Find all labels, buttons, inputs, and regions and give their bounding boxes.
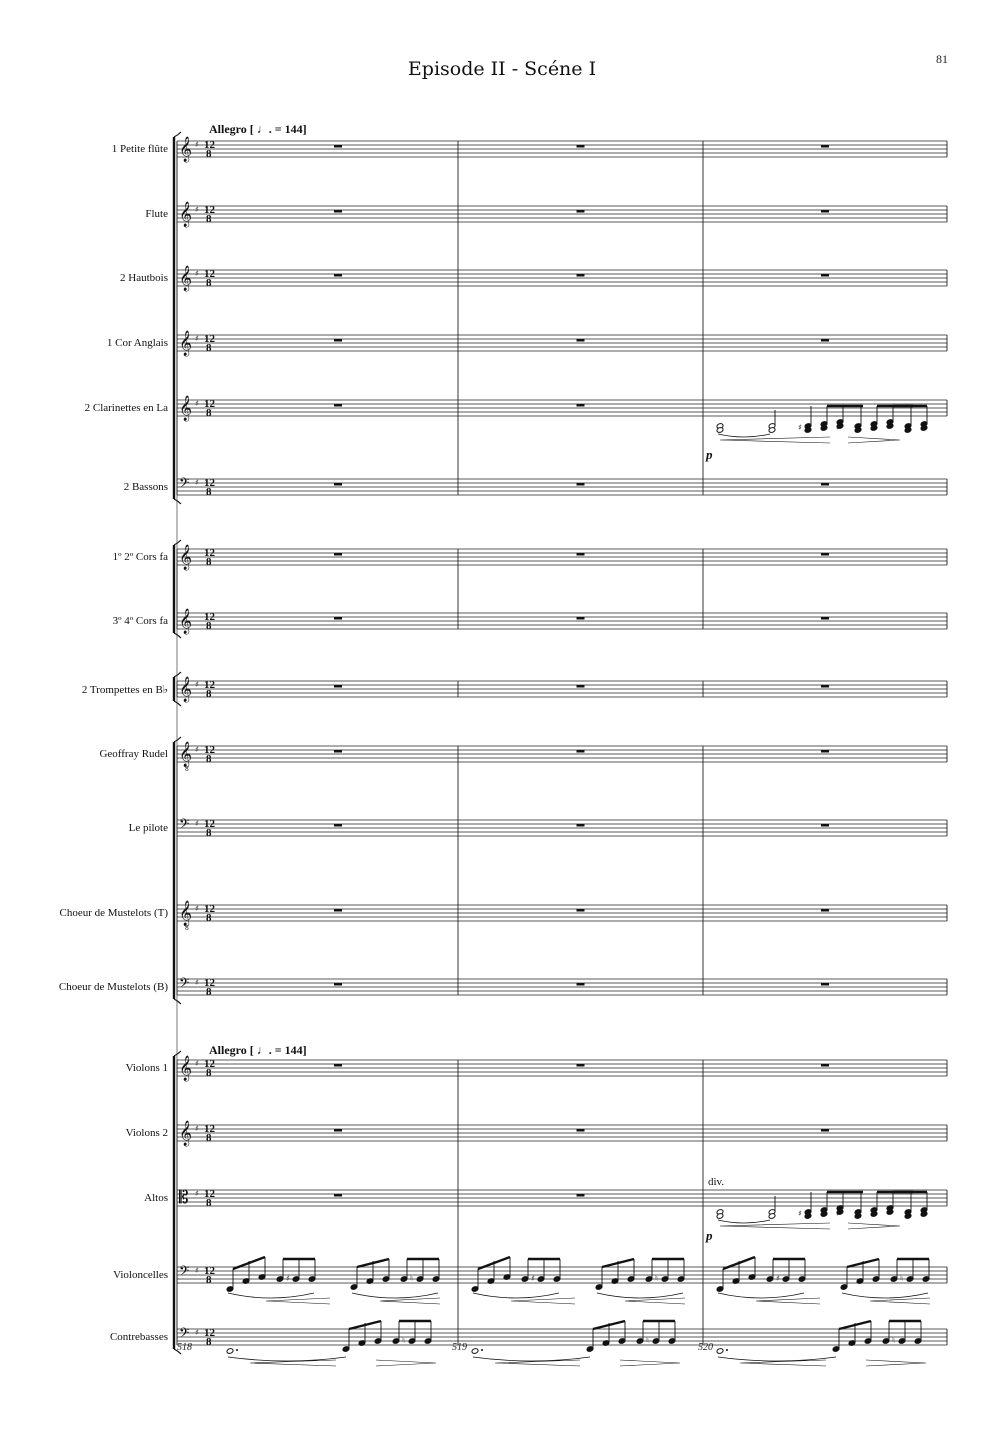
time-sig-top: 12 xyxy=(204,818,215,830)
bass-clef-icon: 𝄢 xyxy=(179,1263,190,1282)
whole-rest xyxy=(821,553,829,556)
sharp-icon: ♯ xyxy=(776,1274,780,1283)
time-sig-bottom: 8 xyxy=(206,1336,212,1348)
instrument-label: Contrebasses xyxy=(109,1331,168,1343)
time-sig-top: 12 xyxy=(204,1123,215,1135)
sharp-icon: ♯ xyxy=(195,1124,199,1133)
augmentation-dot xyxy=(236,1349,238,1351)
crescendo-hairpin xyxy=(266,1298,330,1304)
tempo-marking-woodwinds: Allegro [ ♩. = 144] xyxy=(209,122,307,136)
whole-rest xyxy=(334,553,342,556)
whole-rest xyxy=(821,824,829,827)
instrument-label: 3º 4º Cors fa xyxy=(112,615,168,627)
whole-rest xyxy=(334,145,342,148)
instrument-label: 1º 2º Cors fa xyxy=(112,551,168,563)
sharp-icon: ♯ xyxy=(195,1266,199,1275)
time-sig-bottom: 8 xyxy=(206,1132,212,1144)
diminuendo-hairpin xyxy=(866,1360,926,1366)
whole-rest xyxy=(577,274,585,277)
whole-rest xyxy=(577,1129,585,1132)
natural-icon: ♮ xyxy=(402,1336,405,1345)
whole-rest xyxy=(334,210,342,213)
time-sig-bottom: 8 xyxy=(206,277,212,289)
treble-clef-icon: 𝄞 xyxy=(179,137,193,162)
natural-icon: ♮ xyxy=(655,1274,658,1283)
whole-rest xyxy=(577,750,585,753)
whole-rest xyxy=(334,1129,342,1132)
whole-rest xyxy=(577,909,585,912)
notehead xyxy=(716,1348,724,1355)
divisi-marking: div. xyxy=(708,1176,725,1188)
sharp-icon: ♯ xyxy=(195,269,199,278)
time-sig-top: 12 xyxy=(204,204,215,216)
slur xyxy=(597,1293,683,1298)
dynamic-clarinet: p xyxy=(706,447,713,462)
whole-rest xyxy=(334,339,342,342)
sharp-icon: ♯ xyxy=(798,1209,802,1218)
bracket-hook xyxy=(174,1349,181,1354)
time-sig-top: 12 xyxy=(204,679,215,691)
treble-clef-icon: 𝄞 xyxy=(179,1056,193,1081)
whole-rest xyxy=(334,983,342,986)
treble-clef-icon: 𝄞 xyxy=(179,677,193,702)
octave-mark: 8 xyxy=(185,766,189,773)
time-sig-bottom: 8 xyxy=(206,213,212,225)
sharp-icon: ♯ xyxy=(531,1274,535,1283)
sharp-icon: ♯ xyxy=(195,1189,199,1198)
time-sig-top: 12 xyxy=(204,139,215,151)
tempo-marking-strings: Allegro [ ♩. = 144] xyxy=(209,1043,307,1057)
alto-clef-icon: 𝄡 xyxy=(179,1188,189,1208)
bass-clef-icon: 𝄢 xyxy=(179,475,190,494)
slur xyxy=(228,1293,314,1298)
treble-clef-icon: 𝄞 xyxy=(179,396,193,421)
measure-number-519: 519 xyxy=(452,1342,467,1353)
bass-clef-icon: 𝄢 xyxy=(179,816,190,835)
whole-rest xyxy=(577,685,585,688)
whole-rest xyxy=(334,1064,342,1067)
sharp-icon: ♯ xyxy=(195,978,199,987)
instrument-label: 2 Trompettes en B♭ xyxy=(81,684,168,696)
whole-rest xyxy=(577,1064,585,1067)
whole-rest xyxy=(577,210,585,213)
instrument-label: Flute xyxy=(145,208,168,220)
time-sig-top: 12 xyxy=(204,268,215,280)
whole-rest xyxy=(821,983,829,986)
bracket-hook xyxy=(174,999,181,1004)
whole-rest xyxy=(334,685,342,688)
notehead xyxy=(226,1348,234,1355)
sharp-icon: ♯ xyxy=(195,399,199,408)
sharp-icon: ♯ xyxy=(195,680,199,689)
whole-rest xyxy=(821,1064,829,1067)
whole-rest xyxy=(334,1194,342,1197)
time-sig-top: 12 xyxy=(204,477,215,489)
whole-rest xyxy=(821,750,829,753)
time-sig-top: 12 xyxy=(204,1188,215,1200)
whole-rest xyxy=(577,983,585,986)
time-sig-top: 12 xyxy=(204,547,215,559)
crescendo-hairpin xyxy=(756,1298,820,1304)
augmentation-dot xyxy=(481,1349,483,1351)
slur xyxy=(718,434,770,437)
measure-number-520: 520 xyxy=(698,1342,713,1353)
bracket-hook xyxy=(174,499,181,504)
instrument-label: Le pilote xyxy=(128,822,168,834)
whole-rest xyxy=(577,404,585,407)
whole-rest xyxy=(821,685,829,688)
time-sig-bottom: 8 xyxy=(206,1197,212,1209)
whole-rest xyxy=(821,483,829,486)
time-sig-top: 12 xyxy=(204,744,215,756)
time-sig-top: 12 xyxy=(204,1327,215,1339)
time-sig-top: 12 xyxy=(204,1058,215,1070)
time-sig-bottom: 8 xyxy=(206,688,212,700)
sharp-icon: ♯ xyxy=(195,819,199,828)
natural-icon: ♮ xyxy=(646,1336,649,1345)
treble-clef-icon: 𝄞 xyxy=(179,545,193,570)
instrument-label: Choeur de Mustelots (T) xyxy=(59,907,168,919)
instrument-label: Violons 1 xyxy=(125,1062,168,1074)
measure-number-518: 518 xyxy=(177,1342,192,1353)
bass-clef-icon: 𝄢 xyxy=(179,975,190,994)
diminuendo-hairpin xyxy=(848,437,900,443)
whole-rest xyxy=(821,617,829,620)
time-sig-bottom: 8 xyxy=(206,407,212,419)
time-sig-bottom: 8 xyxy=(206,342,212,354)
treble-clef-icon: 𝄞 xyxy=(179,609,193,634)
diminuendo-hairpin xyxy=(848,1223,900,1229)
whole-rest xyxy=(577,339,585,342)
augmentation-dot xyxy=(726,1349,728,1351)
natural-icon: ♮ xyxy=(892,1336,895,1345)
octave-mark: 8 xyxy=(185,925,189,932)
whole-rest xyxy=(577,145,585,148)
sharp-icon: ♯ xyxy=(195,205,199,214)
sharp-icon: ♯ xyxy=(798,423,802,432)
time-sig-top: 12 xyxy=(204,1265,215,1277)
sharp-icon: ♯ xyxy=(195,478,199,487)
time-sig-bottom: 8 xyxy=(206,556,212,568)
slur xyxy=(352,1293,438,1298)
whole-rest xyxy=(577,553,585,556)
instrument-label: Violoncelles xyxy=(113,1269,168,1281)
treble-clef-icon: 𝄞 xyxy=(179,202,193,227)
whole-rest xyxy=(334,617,342,620)
whole-rest xyxy=(821,339,829,342)
whole-rest xyxy=(821,1129,829,1132)
whole-rest xyxy=(334,824,342,827)
time-sig-bottom: 8 xyxy=(206,753,212,765)
time-sig-top: 12 xyxy=(204,398,215,410)
slur xyxy=(473,1293,559,1298)
bass-clef-icon: 𝄢 xyxy=(179,1325,190,1344)
crescendo-hairpin xyxy=(870,1298,930,1304)
time-sig-bottom: 8 xyxy=(206,986,212,998)
time-sig-bottom: 8 xyxy=(206,486,212,498)
instrument-label: Geoffray Rudel xyxy=(99,748,168,760)
treble-clef-icon: 𝄞 xyxy=(179,266,193,291)
notehead xyxy=(471,1348,479,1355)
sharp-icon: ♯ xyxy=(195,904,199,913)
instrument-label: 1 Cor Anglais xyxy=(106,337,168,349)
instrument-label: 2 Clarinettes en La xyxy=(84,402,168,414)
crescendo-hairpin xyxy=(511,1298,575,1304)
whole-rest xyxy=(334,274,342,277)
time-sig-top: 12 xyxy=(204,611,215,623)
instrument-label: Altos xyxy=(144,1192,168,1204)
time-sig-top: 12 xyxy=(204,333,215,345)
whole-rest xyxy=(821,274,829,277)
sharp-icon: ♯ xyxy=(195,1059,199,1068)
diminuendo-hairpin xyxy=(620,1360,680,1366)
time-sig-bottom: 8 xyxy=(206,827,212,839)
treble-clef-icon: 𝄞 xyxy=(179,331,193,356)
sharp-icon: ♯ xyxy=(836,423,840,432)
natural-icon: ♮ xyxy=(900,1274,903,1283)
whole-rest xyxy=(334,909,342,912)
slur xyxy=(718,1220,770,1223)
whole-rest xyxy=(334,483,342,486)
whole-rest xyxy=(334,404,342,407)
whole-rest xyxy=(577,824,585,827)
time-sig-top: 12 xyxy=(204,977,215,989)
crescendo-hairpin xyxy=(720,437,830,443)
sharp-icon: ♯ xyxy=(195,334,199,343)
page-number: 81 xyxy=(936,52,948,66)
dynamic-altos: p xyxy=(706,1228,713,1243)
treble-clef-icon: 𝄞 xyxy=(179,742,193,767)
instrument-label: Violons 2 xyxy=(125,1127,168,1139)
time-sig-bottom: 8 xyxy=(206,1067,212,1079)
instrument-label: 2 Bassons xyxy=(123,481,168,493)
sharp-icon: ♯ xyxy=(836,1209,840,1218)
time-sig-bottom: 8 xyxy=(206,912,212,924)
natural-icon: ♮ xyxy=(410,1274,413,1283)
crescendo-hairpin xyxy=(720,1223,830,1229)
slur xyxy=(842,1293,928,1298)
instrument-label: Choeur de Mustelots (B) xyxy=(58,981,168,993)
sharp-icon: ♯ xyxy=(195,1328,199,1337)
whole-rest xyxy=(821,210,829,213)
time-sig-bottom: 8 xyxy=(206,620,212,632)
instrument-label: 2 Hautbois xyxy=(120,272,168,284)
diminuendo-hairpin xyxy=(376,1360,436,1366)
slur xyxy=(718,1293,804,1298)
page-title: Episode II - Scéne I xyxy=(407,58,597,80)
whole-rest xyxy=(334,750,342,753)
whole-rest xyxy=(577,483,585,486)
whole-rest xyxy=(821,145,829,148)
treble-clef-icon: 𝄞 xyxy=(179,901,193,926)
instrument-label: 1 Petite flûte xyxy=(111,143,168,155)
treble-clef-icon: 𝄞 xyxy=(179,1121,193,1146)
crescendo-hairpin xyxy=(625,1298,685,1304)
crescendo-hairpin xyxy=(380,1298,440,1304)
time-sig-bottom: 8 xyxy=(206,148,212,160)
whole-rest xyxy=(577,617,585,620)
sharp-icon: ♯ xyxy=(195,745,199,754)
whole-rest xyxy=(821,909,829,912)
time-sig-bottom: 8 xyxy=(206,1274,212,1286)
whole-rest xyxy=(577,1194,585,1197)
sharp-icon: ♯ xyxy=(195,140,199,149)
sharp-icon: ♯ xyxy=(286,1274,290,1283)
time-sig-top: 12 xyxy=(204,903,215,915)
